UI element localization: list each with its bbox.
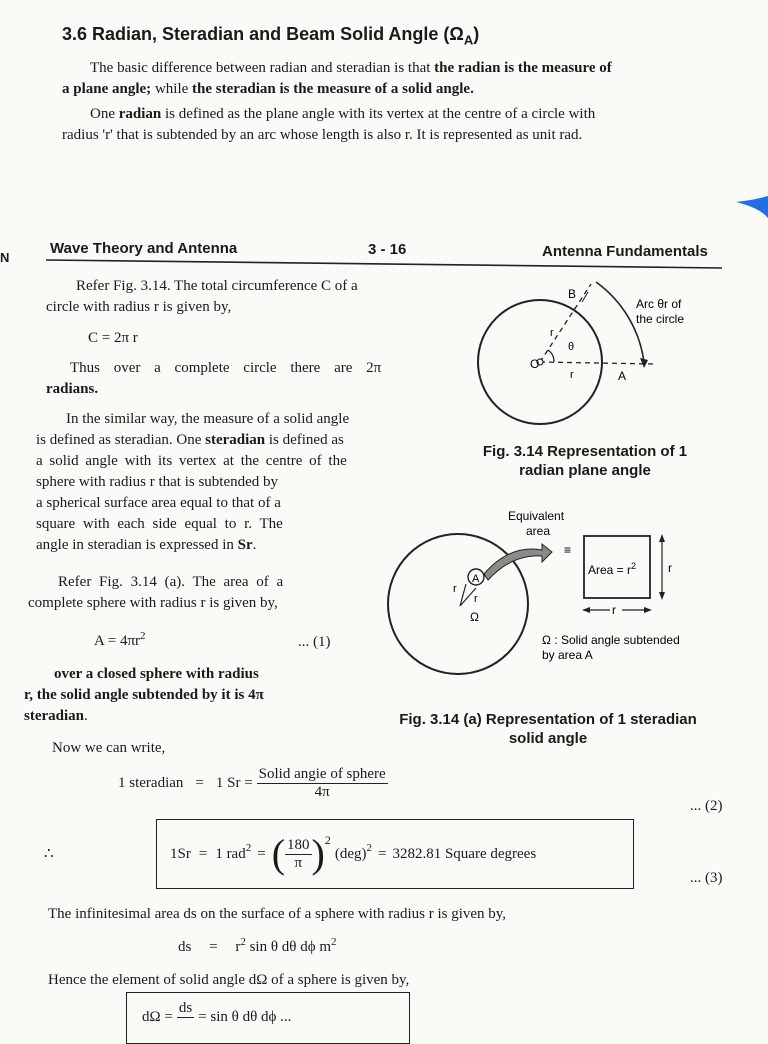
equation-circumference: C = 2π r — [88, 330, 138, 346]
equivalence-sign: ≡ — [564, 543, 572, 557]
text: 1Sr — [170, 845, 191, 862]
text: = — [195, 775, 204, 791]
section-paragraph-2 — [62, 104, 752, 146]
text-bold: radian — [115, 106, 162, 122]
text: Area = r — [588, 563, 632, 577]
label-omega: Ω — [470, 610, 479, 624]
label-b: B — [568, 287, 577, 301]
square-area-label — [588, 561, 636, 577]
equation-tag-1: ... (1) — [298, 634, 331, 650]
caption-line: Fig. 3.14 (a) Representation of 1 steradian — [399, 711, 697, 728]
equation-sphere-area — [94, 626, 146, 652]
text: 2 — [240, 936, 246, 948]
text: a solid angle with its vertex at the centre of the — [36, 453, 347, 469]
text: while — [151, 81, 189, 97]
text: square with each side equal to r. The — [36, 516, 283, 532]
equivalent-label-1: Equivalent — [508, 509, 565, 523]
text-bold: a plane angle; — [62, 81, 152, 97]
label-r-inner: r — [474, 593, 478, 605]
equation-4 — [142, 1000, 291, 1035]
text: ds — [178, 1000, 193, 1016]
text: is defined as steradian. One — [36, 432, 202, 448]
arrowhead — [659, 534, 665, 542]
arrowhead — [644, 607, 652, 613]
ds-paragraph: The infinitesimal area ds on the surface of a sphere with radius r is given by, — [48, 906, 507, 922]
text: . — [84, 708, 88, 724]
arc-label-line2: the circle — [636, 312, 685, 326]
fraction-ds — [177, 1000, 194, 1035]
text: a spherical surface area equal to that of a — [36, 495, 281, 511]
text-bold: steradian — [201, 432, 266, 448]
text: = — [257, 845, 266, 862]
solid-angle-note-2: by area A — [542, 648, 593, 662]
text: Thus over a complete circle there are 2π — [70, 360, 382, 376]
figure-steradian-diagram — [380, 500, 724, 680]
equivalence-arrow — [484, 544, 552, 580]
text: A = 4πr — [94, 633, 141, 649]
text: 2 — [140, 630, 146, 642]
fraction-solid-angle — [257, 766, 388, 801]
header-chapter-title: Antenna Fundamentals — [542, 243, 708, 260]
label-a: A — [618, 369, 627, 383]
text: . — [252, 537, 257, 553]
figure-radian-diagram — [470, 278, 685, 428]
margin-mark: N — [0, 250, 10, 265]
text-bold: over a closed sphere with radius — [54, 666, 259, 682]
equivalent-label-2: area — [526, 524, 551, 538]
text: π — [294, 854, 303, 871]
text — [184, 1018, 188, 1035]
text: 2 — [331, 936, 337, 948]
text: = sin θ dθ dϕ ... — [198, 1009, 292, 1025]
equation-tag-3: ... (3) — [690, 870, 723, 886]
text: In the similar way, the measure of a solid angle — [66, 411, 350, 427]
header-page-number: 3 - 16 — [368, 241, 407, 258]
section-title-text: 3.6 Radian, Steradian and Beam Solid Angle (Ω — [62, 24, 464, 44]
text: ds — [178, 939, 192, 955]
text: circle with radius r is given by, — [46, 299, 232, 315]
left-paragraph-4 — [28, 572, 358, 614]
text: Refer Fig. 3.14. The total circumference C of a — [76, 278, 358, 294]
caption-line: solid angle — [508, 730, 588, 747]
label-r-left: r — [453, 583, 457, 595]
text: radius 'r' that is subtended by an arc whose length is also r. It is represented as unit rad. — [62, 127, 583, 143]
figure-caption-3-14a — [368, 710, 728, 748]
text: is defined as — [265, 432, 344, 448]
hence-paragraph: Hence the element of solid angle dΩ of a sphere is given by, — [48, 972, 410, 988]
label-r-horizontal: r — [570, 369, 574, 381]
section-title — [62, 24, 479, 48]
left-paragraph-5 — [24, 664, 364, 727]
figure-caption-3-14 — [450, 442, 720, 480]
label-theta: θ — [568, 341, 575, 353]
now-we-can-write: Now we can write, — [52, 740, 166, 756]
text: = — [378, 845, 387, 862]
text: Refer Fig. 3.14 (a). The area of a — [58, 574, 284, 590]
area-a-label: A — [472, 573, 480, 585]
left-paragraph-1 — [46, 276, 436, 318]
equation-ds — [178, 936, 337, 956]
label-r-vertical: r — [550, 327, 554, 339]
caption-line: radian plane angle — [519, 462, 651, 479]
text: dΩ = — [142, 1009, 173, 1025]
text-bold: the radian is the measure of — [430, 60, 612, 76]
text: 2 — [631, 561, 637, 571]
arc-label-line1: Arc θr of — [636, 297, 682, 311]
theta-arc — [548, 350, 554, 362]
text: 1 steradian — [118, 775, 184, 791]
section-title-close: ) — [473, 24, 480, 44]
radius-ob — [540, 284, 591, 362]
text-bold: r, the solid angle subtended by it is 4π — [24, 687, 264, 703]
text: = — [198, 845, 208, 862]
text: = — [209, 939, 218, 955]
arrowhead — [582, 607, 590, 613]
text: r — [235, 939, 241, 955]
fraction-180-pi — [285, 837, 312, 872]
caption-line: Fig. 3.14 Representation of 1 — [482, 443, 688, 460]
radius-oa — [540, 362, 655, 364]
equation-2 — [118, 766, 388, 801]
equation-3 — [170, 831, 537, 876]
text: 2 — [324, 832, 331, 847]
page-corner-mark — [736, 196, 768, 218]
paren-right: ) — [311, 831, 325, 876]
therefore-symbol: ∴ — [44, 846, 54, 862]
text: 3282.81 Square degrees — [392, 845, 537, 862]
text-bold: radians. — [46, 381, 99, 397]
section-paragraph-1 — [62, 58, 742, 100]
text: sin θ dθ dϕ m — [245, 939, 332, 955]
arrowhead — [659, 592, 665, 600]
solid-angle-note-1: Ω : Solid angle subtended — [542, 633, 680, 647]
text: angle in steradian is expressed in — [36, 537, 234, 553]
section-title-subscript: A — [463, 32, 474, 48]
text: complete sphere with radius r is given by, — [28, 595, 278, 611]
text: 1 Sr = — [215, 775, 253, 791]
side-label-right: r — [668, 561, 672, 575]
text: One — [90, 106, 115, 122]
text: 4π — [314, 784, 330, 800]
text-bold: Sr — [233, 537, 253, 553]
text: (deg) — [334, 845, 367, 862]
paren-left: ( — [271, 831, 286, 876]
text: Solid angie of sphere — [258, 766, 386, 782]
side-label-bottom: r — [612, 603, 616, 617]
header-rule — [46, 258, 726, 272]
left-paragraph-2 — [46, 358, 431, 400]
header-book-title: Wave Theory and Antenna — [50, 240, 238, 257]
arc-arrowhead — [640, 358, 648, 368]
text: The basic difference between radian and steradian is that — [90, 60, 431, 76]
text: 2 — [366, 842, 372, 854]
text-bold: steradian — [24, 708, 84, 724]
text: 1 rad — [215, 845, 246, 862]
text: 2 — [245, 842, 252, 854]
text: is defined as the plane angle with its vertex at the centre of a circle with — [161, 106, 596, 122]
equation-tag-2: ... (2) — [690, 798, 723, 814]
text-bold: the steradian is the measure of a solid angle. — [188, 81, 474, 97]
text: 180 — [287, 836, 310, 853]
left-paragraph-3 — [36, 409, 436, 556]
label-o: O — [530, 357, 540, 371]
text: sphere with radius r that is subtended by — [36, 474, 279, 490]
